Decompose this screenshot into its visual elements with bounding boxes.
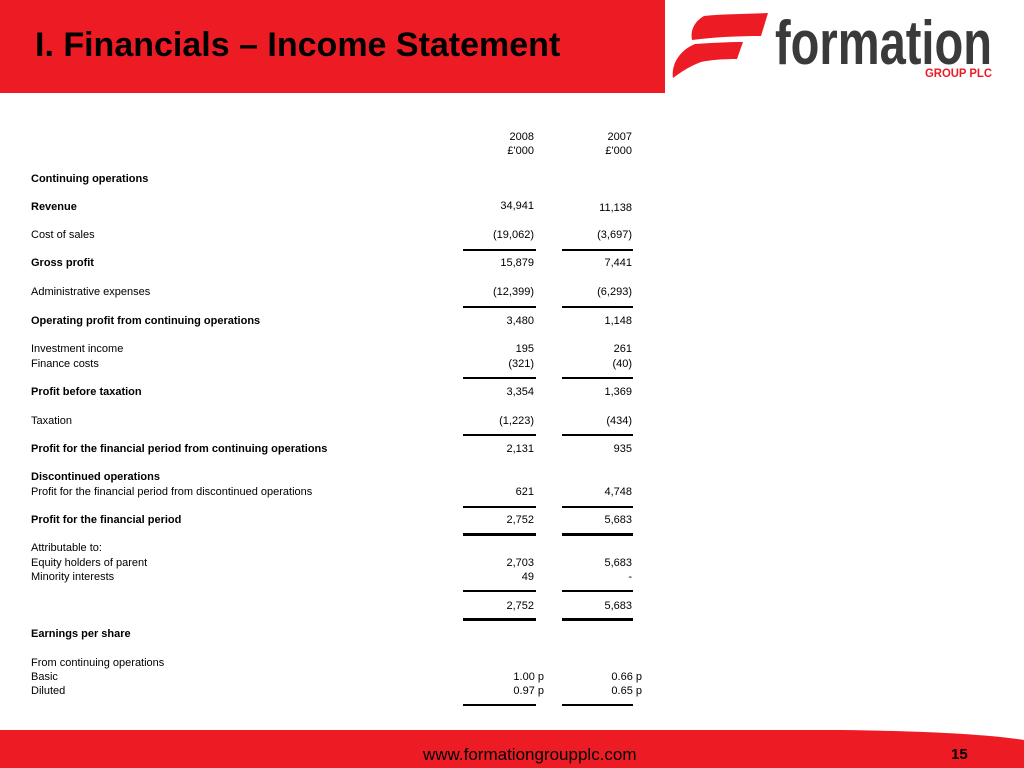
- value-2007: (434): [606, 415, 632, 427]
- value-2007: 4,748: [604, 486, 632, 498]
- row-label: Gross profit: [31, 257, 94, 269]
- row-minority-interests: [0, 570, 1024, 584]
- row-label: Operating profit from continuing operations: [31, 315, 261, 327]
- subtotal-rule-2008: [463, 506, 536, 508]
- total-rule-2007: [562, 618, 633, 621]
- row-administrative-expenses: [0, 285, 1024, 299]
- subtotal-rule-2007: [562, 590, 633, 592]
- value-2008: 2,703: [506, 557, 534, 569]
- subtotal-rule-2008: [463, 377, 536, 379]
- value-2008: (321): [508, 358, 534, 370]
- row-equity-holders: [0, 556, 1024, 570]
- row-operating-profit: [0, 314, 1024, 328]
- value-2007: 5,683: [604, 600, 632, 612]
- value-2007: -: [628, 571, 632, 583]
- value-2008: (19,062): [493, 229, 534, 241]
- column-unit-2008: £'000: [507, 145, 534, 157]
- row-label: Basic: [31, 671, 58, 683]
- closing-rule-2007: [562, 704, 633, 706]
- subtotal-rule-2007: [562, 377, 633, 379]
- logo-wordmark: formation: [775, 9, 992, 78]
- column-unit-row: [0, 144, 1024, 158]
- column-header-row: [0, 130, 1024, 144]
- total-rule-2008: [463, 618, 536, 621]
- value-2008: (1,223): [499, 415, 534, 427]
- column-header-2007: 2007: [607, 131, 632, 143]
- value-2007: 935: [613, 443, 632, 455]
- value-2008: 195: [515, 343, 534, 355]
- row-label: Profit before taxation: [31, 386, 142, 398]
- row-label: Profit for the financial period from continuing operations: [31, 443, 328, 455]
- closing-rule-2008: [463, 704, 536, 706]
- row-diluted-eps: [0, 684, 1024, 698]
- row-label: Profit for the financial period from discontinued operations: [31, 486, 313, 498]
- subtotal-rule-2008: [463, 434, 536, 436]
- row-label: From continuing operations: [31, 657, 165, 669]
- page-number: 15: [951, 746, 968, 763]
- value-2008: 2,131: [506, 443, 534, 455]
- value-2008: 3,354: [506, 386, 534, 398]
- row-earnings-per-share-heading: [0, 627, 1024, 641]
- row-label: Profit for the financial period: [31, 514, 182, 526]
- row-label: Discontinued operations: [31, 471, 160, 483]
- value-2008: (12,399): [493, 286, 534, 298]
- row-from-continuing-operations: [0, 656, 1024, 670]
- value-2007: 7,441: [604, 257, 632, 269]
- row-label: Cost of sales: [31, 229, 95, 241]
- row-investment-income: [0, 342, 1024, 356]
- value-2007: 0.66 p: [611, 671, 642, 683]
- value-2007: 11,138: [599, 202, 632, 214]
- value-2007: (6,293): [597, 286, 632, 298]
- value-2008: 49: [521, 571, 534, 583]
- row-label: Earnings per share: [31, 628, 131, 640]
- subtotal-rule-2007: [562, 434, 633, 436]
- row-label: Equity holders of parent: [31, 557, 148, 569]
- logo-tagline: GROUP PLC: [925, 66, 993, 80]
- row-label: Administrative expenses: [31, 286, 151, 298]
- value-2008: 34,941: [500, 200, 534, 212]
- footer-website: www.formationgroupplc.com: [423, 745, 637, 764]
- value-2007: (40): [612, 358, 632, 370]
- value-2007: 5,683: [604, 557, 632, 569]
- value-2008: 0.97 p: [513, 685, 544, 697]
- column-header-2008: 2008: [509, 131, 534, 143]
- row-label: Diluted: [31, 685, 66, 697]
- value-2007: (3,697): [597, 229, 632, 241]
- value-2008: 15,879: [500, 257, 534, 269]
- row-taxation: [0, 414, 1024, 428]
- row-revenue: [0, 200, 1024, 214]
- subtotal-rule-2007: [562, 249, 633, 251]
- row-label: Taxation: [31, 415, 72, 427]
- row-finance-costs: [0, 357, 1024, 371]
- value-2008: 2,752: [506, 600, 534, 612]
- slide-title: I. Financials – Income Statement: [35, 26, 561, 64]
- value-2007: 1,148: [604, 315, 632, 327]
- subtotal-rule-2007: [562, 306, 633, 308]
- row-attributable-heading: [0, 541, 1024, 555]
- subtotal-rule-2008: [463, 590, 536, 592]
- row-continuing-operations-heading: [0, 172, 1024, 186]
- row-label: Continuing operations: [31, 173, 149, 185]
- value-2007: 261: [613, 343, 632, 355]
- row-cost-of-sales: [0, 228, 1024, 242]
- value-2007: 0.65 p: [611, 685, 642, 697]
- total-rule-2008: [463, 533, 536, 536]
- subtotal-rule-2008: [463, 306, 536, 308]
- value-2008: 1.00 p: [513, 671, 544, 683]
- total-rule-2007: [562, 533, 633, 536]
- column-unit-2007: £'000: [605, 145, 632, 157]
- value-2008: 2,752: [506, 514, 534, 526]
- row-gross-profit: [0, 256, 1024, 270]
- row-label: Finance costs: [31, 358, 99, 370]
- row-profit-continuing-operations: [0, 442, 1024, 456]
- row-profit-financial-period: [0, 513, 1024, 527]
- row-profit-discontinued-operations: [0, 485, 1024, 499]
- value-2008: 3,480: [506, 315, 534, 327]
- value-2007: 5,683: [604, 514, 632, 526]
- row-label: Revenue: [31, 201, 77, 213]
- footer-band: [0, 730, 1024, 768]
- row-label: Minority interests: [31, 571, 115, 583]
- subtotal-rule-2008: [463, 249, 536, 251]
- row-discontinued-operations-heading: [0, 470, 1024, 484]
- row-attributable-total: [0, 599, 1024, 613]
- row-label: Investment income: [31, 343, 124, 355]
- row-label: Attributable to:: [31, 542, 102, 554]
- row-basic-eps: [0, 670, 1024, 684]
- subtotal-rule-2007: [562, 506, 633, 508]
- value-2007: 1,369: [604, 386, 632, 398]
- row-profit-before-taxation: [0, 385, 1024, 399]
- value-2008: 621: [515, 486, 534, 498]
